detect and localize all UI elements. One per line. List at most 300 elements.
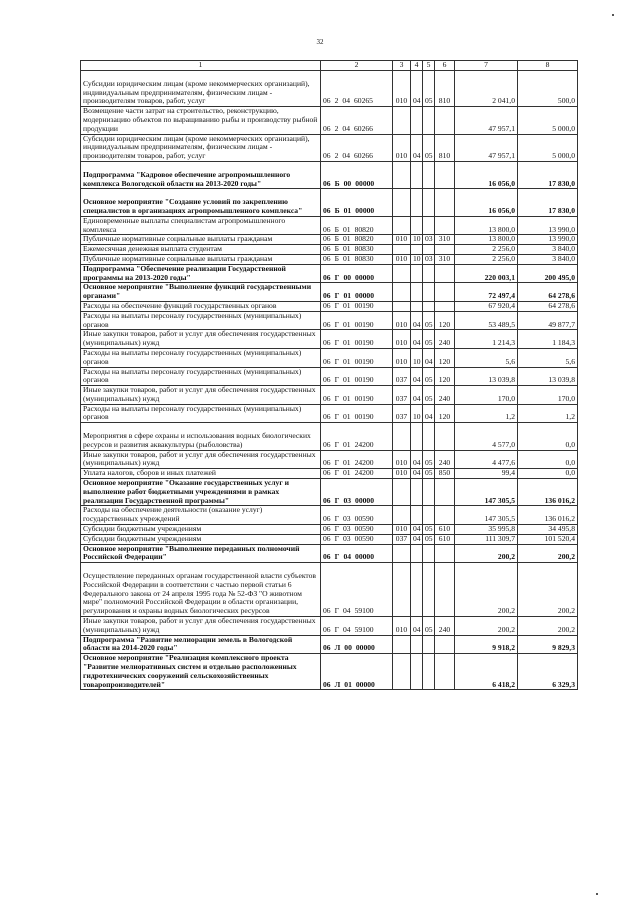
code-part: 06 [323,301,331,310]
row-value-8: 5 000,0 [518,134,578,161]
code-part: Л [334,679,341,689]
code-part: 06 [323,178,331,188]
table-row [81,563,578,617]
row-value-8: 34 495,8 [518,525,578,535]
row-c4: 04 [411,367,423,386]
row-c6: 610 [435,534,455,544]
row-name: Субсидии бюджетным учреждениям [81,534,321,544]
row-c6: 810 [435,134,455,161]
row-c3: 010 [393,348,411,367]
row-c6: 850 [435,469,455,479]
code-part: 06 [323,234,331,244]
code-part: 06 [323,356,331,366]
row-c3: 010 [393,134,411,161]
row-name: Подпрограмма "Обеспечение реализации Государственной программы на 2013-2020 годы" [81,264,321,283]
row-c6 [435,161,455,188]
code-part: 59100 [354,606,374,616]
row-code [321,525,393,535]
code-part: 00190 [354,412,374,422]
row-value-8: 500,0 [518,71,578,107]
row-c6: 310 [435,235,455,245]
row-value-8: 13 039,8 [518,367,578,386]
table-row [81,245,578,255]
code-part: 2 [334,151,339,161]
code-part: 00 [343,272,352,282]
code-part: 00590 [354,514,374,524]
code-part: Г [334,375,339,385]
row-c4: 04 [411,534,423,544]
code-part: Б [334,254,339,263]
row-value-8: 136 016,2 [518,479,578,506]
row-c6: 240 [435,386,455,405]
row-c5 [423,161,435,188]
row-value-8: 0,0 [518,469,578,479]
code-part: 00000 [355,679,375,689]
row-c4 [411,161,423,188]
code-part: Г [334,272,340,282]
table-row [81,348,578,367]
row-c5 [423,506,435,525]
code-part: 2 [334,96,339,106]
row-value-8: 5 000,0 [518,107,578,134]
table-row [81,189,578,216]
row-c5: 05 [423,71,435,107]
row-c4 [411,635,423,654]
row-c4 [411,423,423,450]
row-code [321,386,393,405]
row-c4 [411,506,423,525]
table-row [81,635,578,654]
row-name: Уплата налогов, сборов и иных платежей [81,469,321,479]
code-part: 01 [342,338,351,348]
code-part: 06 [323,624,331,634]
code-part: 00590 [354,524,374,534]
row-c5 [423,245,435,255]
row-code [321,450,393,469]
code-part: 03 [342,524,351,534]
code-part: 00000 [355,272,375,282]
row-value-7: 99,4 [455,469,518,479]
code-part: 01 [342,301,351,310]
row-c6 [435,635,455,654]
code-part: Б [334,205,340,215]
code-part: Б [334,178,340,188]
row-value-8: 200,2 [518,563,578,617]
row-c4 [411,245,423,255]
row-c4 [411,107,423,134]
row-c3: 037 [393,534,411,544]
row-name: Осуществление переданных органам государственной власти субъектов Российской Федерации в соответствии с частью первой статьи 6 Федерального закона от 24 апреля 1995 года № 52-ФЗ "О животном мире" полномочий Российской Федерации в области организации, регулирования и охраны водных биологических ресурсов [81,563,321,617]
row-c5: 03 [423,254,435,264]
row-code [321,264,393,283]
row-c4 [411,563,423,617]
code-part: 00000 [355,205,375,215]
row-value-8: 3 840,0 [518,245,578,255]
code-part: 2 [334,123,339,133]
code-part: 01 [342,254,351,263]
table-row [81,544,578,563]
code-part: Г [334,468,339,478]
row-c5: 05 [423,450,435,469]
code-part: 01 [342,458,351,468]
row-c4: 04 [411,386,423,405]
table-row [81,134,578,161]
header-cell-6: 6 [435,61,455,71]
row-c3 [393,654,411,690]
row-c4 [411,216,423,235]
row-c5 [423,423,435,450]
code-part: 00000 [355,643,375,653]
row-code [321,544,393,563]
row-value-7: 35 995,8 [455,525,518,535]
row-c6 [435,506,455,525]
row-c6 [435,189,455,216]
row-c4 [411,544,423,563]
row-c5 [423,544,435,563]
code-part: 06 [323,319,331,329]
row-code [321,216,393,235]
row-c3 [393,423,411,450]
table-row [81,107,578,134]
row-value-8: 49 877,7 [518,311,578,330]
row-c3 [393,479,411,506]
code-part: Г [334,393,339,403]
code-part: 01 [342,234,351,244]
row-name: Единовременные выплаты специалистам агропромышленного комплекса [81,216,321,235]
row-value-7: 220 003,1 [455,264,518,283]
header-row [81,61,578,71]
row-c3: 037 [393,404,411,423]
code-part: 04 [342,123,350,133]
row-name: Основное мероприятие "Оказание государственных услуг и выполнение работ бюджетными учреждениями в рамках реализации Государственной программы" [81,479,321,506]
row-c4 [411,264,423,283]
table-row [81,216,578,235]
row-c4: 10 [411,254,423,264]
row-value-8: 5,6 [518,348,578,367]
table-row [81,423,578,450]
row-code [321,534,393,544]
row-c6 [435,216,455,235]
row-name: Субсидии бюджетным учреждениям [81,525,321,535]
row-value-7: 147 305,5 [455,479,518,506]
row-name: Иные закупки товаров, работ и услуг для обеспечения государственных (муниципальных) нужд [81,386,321,405]
code-part: Г [334,534,339,543]
code-part: 01 [343,291,352,301]
row-c3: 010 [393,311,411,330]
row-name: Основное мероприятие "Создание условий по закреплению специалистов в организациях агропромышленного комплекса" [81,189,321,216]
row-c4: 10 [411,348,423,367]
row-name: Основное мероприятие "Выполнение функций государственными органами" [81,283,321,302]
code-part: 06 [323,679,331,689]
code-part: 24200 [354,439,374,449]
row-value-7: 72 497,4 [455,283,518,302]
row-c5 [423,264,435,283]
row-c3: 010 [393,525,411,535]
code-part: Б [334,224,339,234]
code-part: 00 [343,178,352,188]
row-code [321,235,393,245]
row-c4: 04 [411,617,423,636]
code-part: 06 [323,123,331,133]
row-c4: 04 [411,525,423,535]
row-code [321,563,393,617]
code-part: 03 [343,495,352,505]
header-cell-7: 7 [455,61,518,71]
table-row [81,506,578,525]
row-c6: 610 [435,525,455,535]
row-c4 [411,283,423,302]
row-c6 [435,245,455,255]
row-c5: 05 [423,525,435,535]
row-c3 [393,264,411,283]
row-c6: 240 [435,450,455,469]
row-code [321,254,393,264]
row-value-8: 3 840,0 [518,254,578,264]
row-c3: 037 [393,367,411,386]
header-cell-1: 1 [81,61,321,71]
row-name: Иные закупки товаров, работ и услуг для обеспечения государственных (муниципальных) нужд [81,617,321,636]
table-row [81,161,578,188]
row-value-8: 64 278,6 [518,283,578,302]
code-part: 03 [342,534,351,543]
row-c6: 240 [435,617,455,636]
row-c3 [393,216,411,235]
row-c3: 010 [393,71,411,107]
code-part: 80820 [354,224,374,234]
row-c3: 010 [393,235,411,245]
code-part: 00000 [355,178,375,188]
table-body [81,61,578,690]
row-c4: 04 [411,71,423,107]
code-part: 80830 [354,244,374,254]
row-c5 [423,189,435,216]
row-value-7: 9 918,2 [455,635,518,654]
row-value-7: 200,2 [455,544,518,563]
row-c6 [435,107,455,134]
row-code [321,301,393,311]
row-name: Ежемесячная денежная выплата студентам [81,245,321,255]
header-cell-3: 3 [393,61,411,71]
code-part: 00190 [354,393,374,403]
row-c3: 037 [393,386,411,405]
code-part: Г [334,624,339,634]
row-c6: 120 [435,348,455,367]
row-value-7: 2 041,0 [455,71,518,107]
row-c6: 310 [435,254,455,264]
row-c6: 120 [435,367,455,386]
row-c4: 04 [411,330,423,349]
code-part: 06 [323,272,331,282]
row-c6: 120 [435,404,455,423]
code-part: Г [334,524,339,534]
row-c5: 05 [423,367,435,386]
code-part: 01 [344,679,352,689]
code-part: Г [334,458,339,468]
row-value-8: 200 495,0 [518,264,578,283]
row-value-7: 16 056,0 [455,161,518,188]
table-row [81,450,578,469]
row-value-7: 111 309,7 [455,534,518,544]
code-part: 06 [323,393,331,403]
code-part: Г [334,606,339,616]
code-part: 01 [342,393,351,403]
code-part: Г [334,412,339,422]
row-value-8: 17 830,0 [518,161,578,188]
row-c4: 04 [411,450,423,469]
row-c5: 05 [423,534,435,544]
code-part: 06 [323,458,331,468]
code-part: Б [334,244,339,254]
code-part: 06 [323,606,331,616]
code-part: 01 [343,205,352,215]
table-row [81,534,578,544]
code-part: Г [334,552,340,562]
scan-mark [596,893,598,895]
row-name: Возмещение части затрат на строительство, реконструкцию, модернизацию объектов по выращиванию рыбы и производству рыбной продукции [81,107,321,134]
row-name: Публичные нормативные социальные выплаты гражданам [81,254,321,264]
code-part: 06 [323,338,331,348]
row-value-7: 53 489,5 [455,311,518,330]
code-part: 00000 [355,552,375,562]
row-c4: 04 [411,134,423,161]
row-c5: 05 [423,330,435,349]
code-part: 06 [323,514,331,524]
code-part: 06 [323,151,331,161]
code-part: 06 [323,524,331,534]
table-row [81,525,578,535]
code-part: 06 [323,412,331,422]
code-part: 80820 [354,234,374,244]
row-name: Расходы на обеспечение функций государственных органов [81,301,321,311]
row-c6 [435,423,455,450]
row-name: Публичные нормативные социальные выплаты гражданам [81,235,321,245]
code-part: 04 [342,606,351,616]
row-c3 [393,245,411,255]
code-part: Г [334,338,339,348]
row-name: Основное мероприятие "Выполнение переданных полномочий Российской Федерации" [81,544,321,563]
row-value-7: 47 957,1 [455,107,518,134]
row-c5 [423,107,435,134]
row-c3 [393,107,411,134]
row-c6 [435,479,455,506]
code-part: 06 [323,643,331,653]
table-row [81,469,578,479]
row-c5: 03 [423,235,435,245]
row-value-7: 147 305,5 [455,506,518,525]
table-row [81,311,578,330]
code-part: 06 [323,244,331,254]
code-part: 01 [342,356,351,366]
code-part: 60266 [353,123,373,133]
row-name: Субсидии юридическим лицам (кроме некоммерческих организаций), индивидуальным предпринимателям, физическим лицам - производителям товаров, работ, услуг [81,71,321,107]
code-part: Г [334,319,339,329]
row-c5: 04 [423,348,435,367]
row-c4: 04 [411,469,423,479]
row-c3: 010 [393,469,411,479]
row-c3 [393,506,411,525]
row-value-7: 170,0 [455,386,518,405]
row-c5: 05 [423,617,435,636]
row-value-7: 47 957,1 [455,134,518,161]
row-name: Расходы на выплаты персоналу государственных (муниципальных) органов [81,404,321,423]
row-value-8: 13 990,0 [518,235,578,245]
row-value-7: 13 039,8 [455,367,518,386]
row-name: Расходы на выплаты персоналу государственных (муниципальных) органов [81,367,321,386]
row-c5 [423,283,435,302]
table-row [81,235,578,245]
table-row [81,301,578,311]
row-code [321,330,393,349]
row-code [321,283,393,302]
row-c6 [435,264,455,283]
row-value-8: 200,2 [518,617,578,636]
code-part: 06 [323,224,331,234]
code-part: Л [334,643,341,653]
code-part: 24200 [354,458,374,468]
row-code [321,134,393,161]
row-value-7: 4 577,0 [455,423,518,450]
row-value-7: 5,6 [455,348,518,367]
row-code [321,71,393,107]
row-c6 [435,563,455,617]
row-name: Иные закупки товаров, работ и услуг для обеспечения государственных (муниципальных) нужд [81,450,321,469]
row-code [321,506,393,525]
row-c6 [435,654,455,690]
code-part: 06 [323,375,331,385]
row-c4: 10 [411,404,423,423]
row-c3 [393,283,411,302]
row-name: Расходы на обеспечение деятельности (оказание услуг) государственных учреждений [81,506,321,525]
row-value-7: 13 800,0 [455,235,518,245]
code-part: 01 [342,468,351,478]
row-value-7: 200,2 [455,563,518,617]
row-c3 [393,563,411,617]
row-name: Субсидии юридическим лицам (кроме некоммерческих организаций), индивидуальным предпринимателям, физическим лицам - производителям товаров, работ, услуг [81,134,321,161]
row-code [321,404,393,423]
row-value-8: 200,2 [518,544,578,563]
code-part: 06 [323,495,331,505]
header-cell-5: 5 [423,61,435,71]
row-c3: 010 [393,450,411,469]
code-part: 06 [323,552,331,562]
row-code [321,189,393,216]
row-name: Подпрограмма "Развитие мелиорации земель в Вологодской области на 2014-2020 годы" [81,635,321,654]
code-part: Г [334,291,340,301]
row-c4 [411,654,423,690]
row-value-7: 1,2 [455,404,518,423]
row-value-8: 0,0 [518,423,578,450]
row-c4 [411,301,423,311]
code-part: Г [334,439,339,449]
row-c5 [423,654,435,690]
row-code [321,423,393,450]
row-c6: 240 [435,330,455,349]
row-value-8: 13 990,0 [518,216,578,235]
row-name: Основное мероприятие "Реализация комплексного проекта "Развитие мелиоративных систем и отдельно расположенных гидротехнических сооружений сельскохозяйственных товаропроизводителей" [81,654,321,690]
code-part: 00190 [354,338,374,348]
code-part: 06 [323,439,331,449]
table-row [81,264,578,283]
code-part: 01 [342,319,351,329]
row-c5: 05 [423,469,435,479]
code-part: 04 [343,552,352,562]
code-part: Г [334,301,339,310]
row-c3 [393,161,411,188]
row-value-8: 101 520,4 [518,534,578,544]
row-value-8: 1 184,3 [518,330,578,349]
code-part: 01 [342,412,351,422]
page-number: 32 [316,38,324,46]
